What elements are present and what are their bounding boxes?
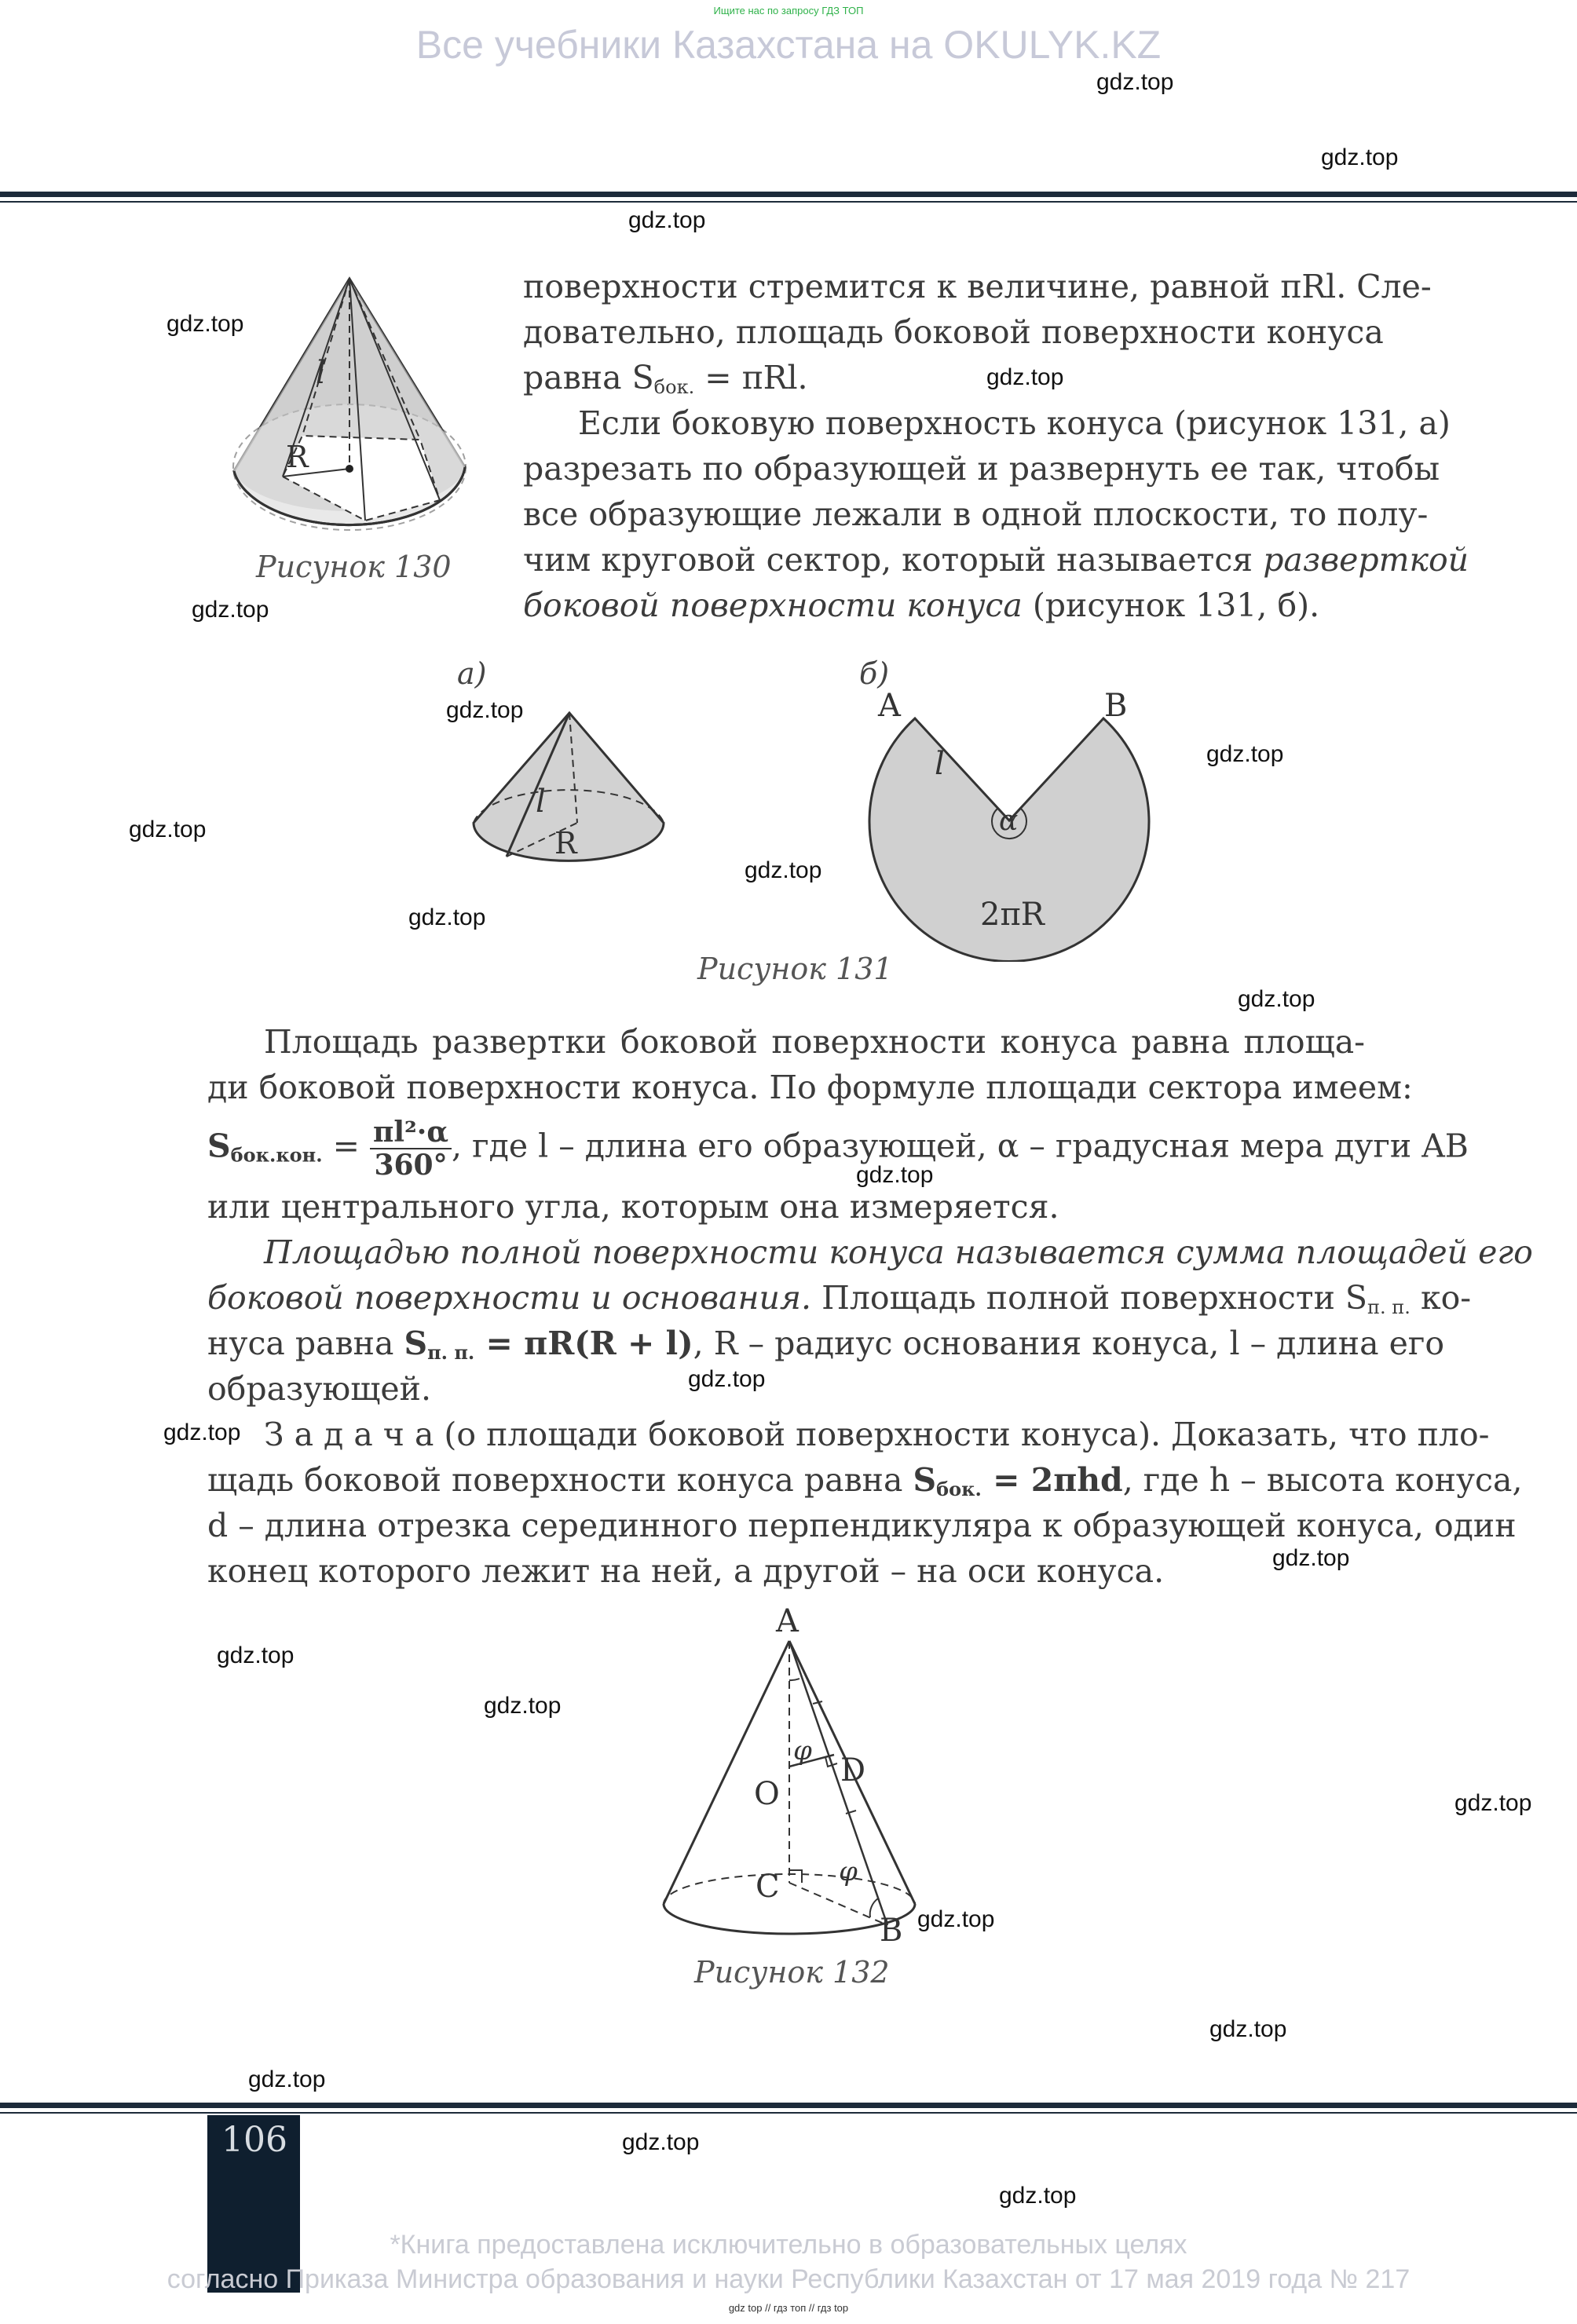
formula-numerator: πl²·α <box>370 1116 452 1149</box>
paragraph-2-line-2: разрезать по образующей и развернуть ее так, чтобы <box>523 450 1440 488</box>
p4-line2-b: Площадь полной поверхности S <box>811 1279 1368 1317</box>
watermark-text: gdz.top <box>745 857 822 883</box>
figure-131b-label-A: A <box>878 688 901 724</box>
watermark-text: gdz.top <box>999 2183 1077 2209</box>
watermark-text: gdz.top <box>192 597 269 623</box>
watermark-text: gdz.top <box>163 1420 241 1445</box>
figure-132-label-phi-bottom: φ <box>839 1856 858 1887</box>
watermark-text: gdz.top <box>1209 2016 1287 2042</box>
p5-line2-d: , где h – высота конуса, <box>1122 1461 1523 1499</box>
p4-line3-d: , R – радиус основания конуса, l – длина его <box>693 1325 1444 1362</box>
paragraph-5-line-3: d – длина отрезка серединного перпендикуляра к образующей конуса, один <box>207 1507 1517 1544</box>
figure-132-label-O: O <box>754 1776 780 1812</box>
figure-132-cone <box>660 1633 942 1947</box>
watermark-text: gdz.top <box>856 1162 934 1188</box>
p1-line3-a: равна S <box>523 359 654 396</box>
paragraph-3-line-3 <box>207 1116 1469 1183</box>
formula-denominator: 360° <box>374 1149 448 1182</box>
watermark-text: gdz.top <box>628 207 706 233</box>
p2-line4-a: чим круговой сектор, который называется <box>523 541 1264 579</box>
paragraph-5-line-1: З а д а ч а (о площади боковой поверхности конуса). Доказать, что пло- <box>264 1416 1490 1453</box>
site-title[interactable]: Все учебники Казахстана на OKULYK.KZ <box>415 23 1162 67</box>
paragraph-4-line-4: образующей. <box>207 1370 431 1408</box>
p1-line3-sub: бок. <box>653 376 695 398</box>
p3-line3-b: , где l – длина его образующей, α – градусная мера дуги AB <box>452 1127 1469 1165</box>
p1-line3-b: = πRl. <box>694 359 808 396</box>
watermark-text: gdz.top <box>1321 144 1399 170</box>
p2-line5-b: (рисунок 131, б). <box>1022 586 1320 624</box>
p4-line2-def: боковой поверхности и основания. <box>207 1279 812 1317</box>
header-rule-thin <box>0 201 1577 203</box>
p4-formula-rhs: = πR(R + l) <box>474 1325 693 1362</box>
watermark-text: gdz.top <box>688 1366 766 1392</box>
watermark-text: gdz.top <box>484 1693 562 1719</box>
figure-131a-label-l: l <box>536 784 546 820</box>
footer-rule-thin <box>0 2112 1577 2114</box>
p5-formula-sub: бок. <box>936 1478 982 1500</box>
watermark-text: gdz.top <box>217 1643 295 1668</box>
watermark-text: gdz.top <box>1454 1790 1532 1816</box>
watermark-text: gdz.top <box>248 2066 326 2092</box>
paragraph-2-line-1: Если боковую поверхность конуса (рисунок 131, а) <box>578 404 1451 442</box>
p5-formula-rhs: = 2πhd <box>981 1461 1123 1499</box>
paragraph-1-line-1: поверхности стремится к величине, равной πRl. Сле- <box>523 268 1432 305</box>
watermark-text: gdz.top <box>986 364 1064 390</box>
formula-s-sub: бок.кон. <box>230 1143 323 1167</box>
p5-formula-s: S <box>913 1461 937 1499</box>
top-search-note: Ищите нас по запросу ГДЗ ТОП <box>713 5 864 16</box>
figure-130-cone <box>228 271 495 542</box>
paragraph-2-line-3: все образующие лежали в одной плоскости, то полу- <box>523 495 1429 533</box>
watermark-text: gdz.top <box>446 697 524 723</box>
figure-132-label-C: C <box>756 1869 780 1905</box>
formula-fraction <box>370 1116 452 1181</box>
p5-line2-a: щадь боковой поверхности конуса равна <box>207 1461 913 1499</box>
watermark-text: gdz.top <box>1272 1545 1350 1571</box>
footer-bottom-tag: gdz top // гдз топ // гдз top <box>728 2302 849 2314</box>
watermark-text: gdz.top <box>917 1906 995 1932</box>
figure-132-label-D: D <box>840 1752 866 1789</box>
figure-131-part-b-label: б) <box>859 656 890 691</box>
paragraph-3-line-1: Площадь развертки боковой поверхности конуса равна площа- <box>264 1023 1365 1061</box>
p4-formula-s: S <box>404 1325 428 1362</box>
figure-130-caption: Рисунок 130 <box>256 550 452 584</box>
formula-s-label: S <box>207 1127 231 1165</box>
figure-131-caption: Рисунок 131 <box>697 952 893 986</box>
p4-line2-sub: п. п. <box>1367 1296 1411 1318</box>
figure-131b-label-l: l <box>935 746 945 782</box>
figure-130-label-l: l <box>316 355 326 391</box>
footer-note-1: *Книга предоставлена исключительно в образовательных целях <box>390 2230 1187 2260</box>
watermark-text: gdz.top <box>622 2129 700 2155</box>
p2-line4-term: разверткой <box>1263 541 1469 579</box>
figure-131b-label-B: B <box>1104 688 1128 724</box>
figure-131b-label-arc: 2πR <box>980 897 1045 933</box>
p4-line2-c: ко- <box>1410 1279 1472 1317</box>
figure-130-label-R: R <box>286 440 309 474</box>
watermark-text: gdz.top <box>129 817 207 842</box>
figure-132-caption: Рисунок 132 <box>694 1955 890 1990</box>
paragraph-5-line-4: конец которого лежит на ней, а другой – на оси конуса. <box>207 1552 1165 1590</box>
paragraph-1-line-2: довательно, площадь боковой поверхности конуса <box>523 313 1384 351</box>
header-rule-thick <box>0 192 1577 197</box>
p4-formula-sub: п. п. <box>427 1341 475 1364</box>
figure-132-label-B: B <box>880 1913 903 1949</box>
formula-eq: = <box>322 1127 370 1165</box>
paragraph-4-line-1: Площадью полной поверхности конуса называется сумма площадей его <box>264 1233 1533 1271</box>
figure-131b-label-alpha: α <box>999 805 1019 837</box>
page-number: 106 <box>221 2120 287 2160</box>
paragraph-2-line-5 <box>523 583 1319 628</box>
figure-131a-label-R: R <box>554 826 577 861</box>
watermark-text: gdz.top <box>1096 69 1174 95</box>
p4-line3-a: нуса равна <box>207 1325 404 1362</box>
watermark-text: gdz.top <box>1206 741 1284 767</box>
p2-line5-term: боковой поверхности конуса <box>523 586 1023 624</box>
watermark-text: gdz.top <box>1238 986 1315 1012</box>
figure-131-part-a-label: а) <box>457 656 487 691</box>
paragraph-2-line-4 <box>523 537 1469 583</box>
figure-132-label-A: A <box>776 1603 799 1639</box>
figure-132-label-phi-top: φ <box>793 1735 812 1767</box>
footer-rule-thick <box>0 2103 1577 2108</box>
watermark-text: gdz.top <box>408 904 486 930</box>
paragraph-3-line-4: или центрального угла, которым она измеряется. <box>207 1188 1059 1226</box>
paragraph-3-line-2: ди боковой поверхности конуса. По формуле площади сектора имеем: <box>207 1069 1413 1106</box>
watermark-text: gdz.top <box>166 311 244 337</box>
figure-131a-cone <box>467 705 671 893</box>
footer-note-2: согласно Приказа Министра образования и науки Республики Казахстан от 17 мая 2019 года № 217 <box>166 2264 1411 2294</box>
